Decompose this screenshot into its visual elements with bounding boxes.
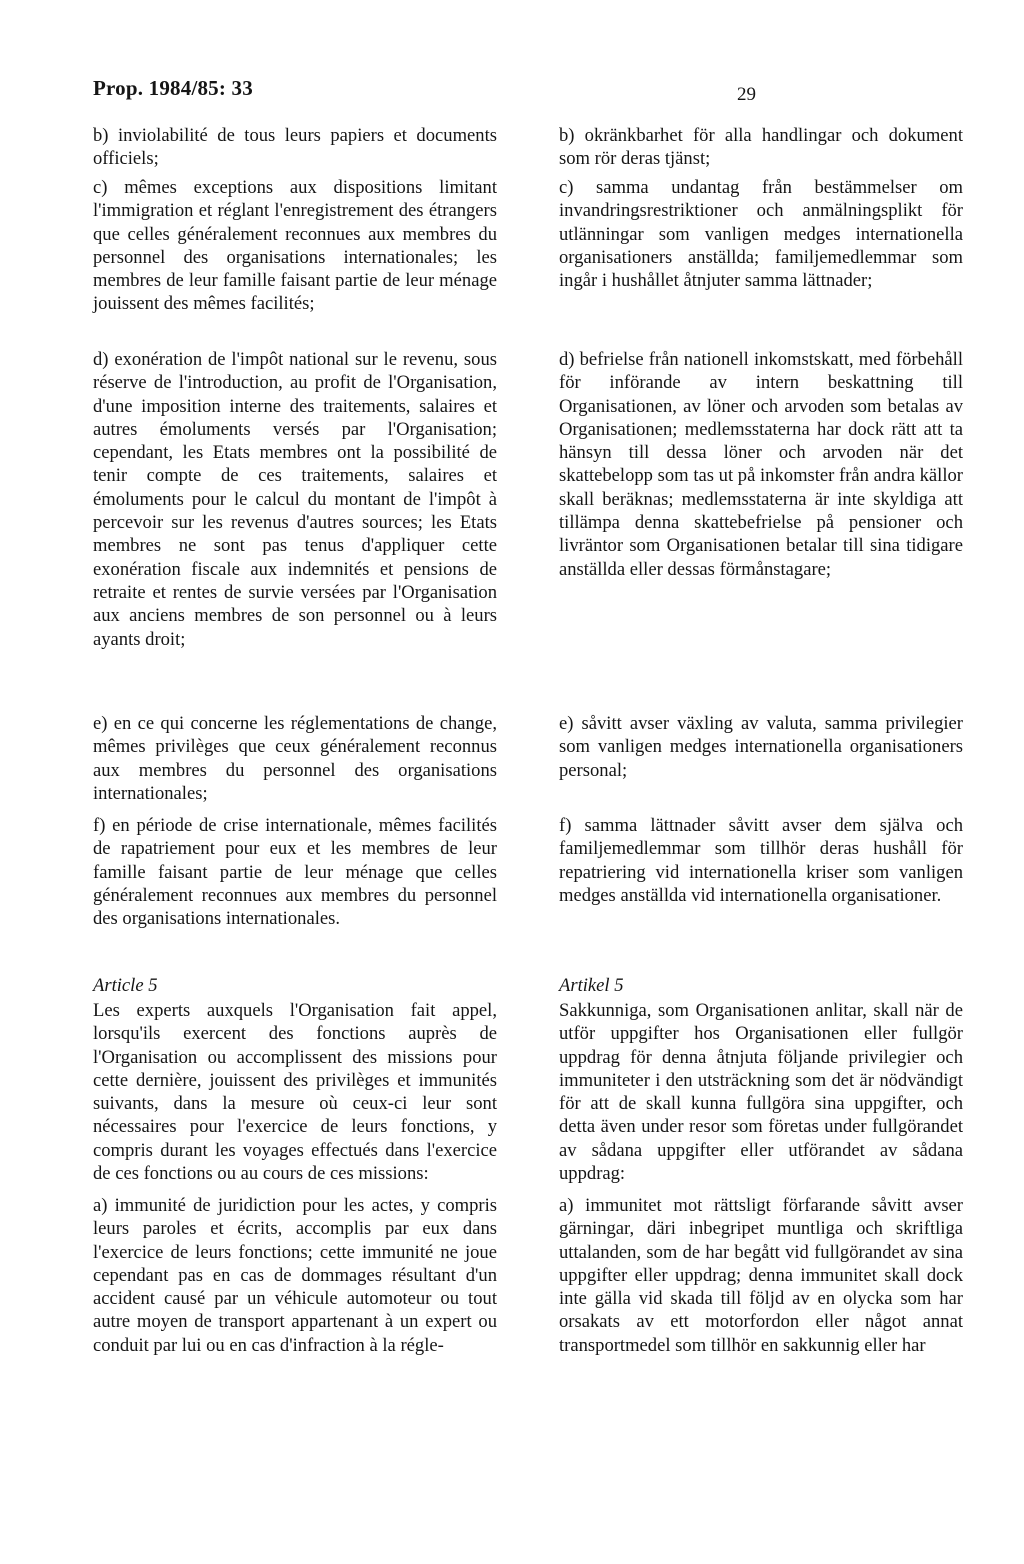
swedish-article-body: Sakkunniga, som Organisationen anlitar, skall när de utför uppgifter hos Organisationen eller fullgör uppdrag för denna åtnjuta följande privilegier och immuniteter i den utsträckning som det är nödvändigt för att de skall kunna fullgöra sina uppgifter, och detta även under resor som företas under fullgörandet av sådana uppgifter eller utförandet av sådana uppdrag:	[559, 1000, 963, 1185]
french-article-heading: Article 5	[93, 975, 158, 996]
french-item-c: c) mêmes exceptions aux dispositions limitant l'immigration et réglant l'enregistrement des étrangers que celles généralement reconnues aux membres du personnel des organisations internationales; les membres de leur famille faisant partie de leur ménage jouissent des mêmes facilités;	[93, 177, 497, 315]
french-item-e: e) en ce qui concerne les réglementations de change, mêmes privilèges que ceux généralement reconnus aux membres du personnel des organisations internationales;	[93, 713, 497, 804]
swedish-article-item-a: a) immunitet mot rättsligt förfarande såvitt avser gärningar, däri inbegripet muntliga och skriftliga uttalanden, som de har begått vid fullgörandet av sina uppgifter eller uppdrag; denna immunitet skall dock inte gälla vid skada till följd av en olycka som har orsakats av ett motorfordon eller något annat transportmedel som tillhör en sakkunnig eller har	[559, 1195, 963, 1356]
swedish-item-e: e) såvitt avser växling av valuta, samma privilegier som vanligen medges internationella organisationers personal;	[559, 713, 963, 781]
french-item-b: b) inviolabilité de tous leurs papiers et documents officiels;	[93, 125, 497, 170]
french-item-f: f) en période de crise internationale, mêmes facilités de rapatriement pour eux et les membres de leur famille faisant partie de leur ménage que celles généralement reconnues aux membres du personnel des organisations internationales.	[93, 815, 497, 930]
swedish-item-d: d) befrielse från nationell inkomstskatt, med förbehåll för införande av intern beskattning till Organisationen, av löner och arvoden som betalas av Organisationen; medlemsstaterna har dock rätt att ta hänsyn till dessa löner och arvoden när det skattebelopp som tas ut på inkomster från andra källor skall beräknas; medlemsstaterna är inte skyldiga att tillämpa denna skattebefrielse på pensioner och livräntor som Organisationen betalar till sina tidigare anställda eller dessas förmånstagare;	[559, 349, 963, 580]
swedish-item-f: f) samma lättnader såvitt avser dem själva och familjemedlemmar som tillhör deras hushåll för repatriering vid internationella kriser som vanligen medges anställda vid internationella organisationer.	[559, 815, 963, 906]
french-item-d: d) exonération de l'impôt national sur le revenu, sous réserve de l'introduction, au profit de l'Organisation, d'une imposition interne des traitements, salaires et autres émoluments versés par l'Organisation; cependant, les Etats membres ont la possibilité de tenir compte de ces traitements, salaires et émoluments pour le calcul du montant de l'impôt à percevoir sur les revenus d'autres sources; les Etats membres ne sont pas tenus d'appliquer cette exonération fiscale aux indemnités et pensions de retraite et rentes de survie versées par l'Organisation aux anciens membres de son personnel ou à leurs ayants droit;	[93, 349, 497, 650]
document-reference: Prop. 1984/85: 33	[93, 76, 253, 100]
page-number: 29	[737, 84, 756, 105]
swedish-item-c: c) samma undantag från bestämmelser om invandringsrestriktioner och anmälningsplikt för utlänningar som vanligen medges internationella organisationers anställda; familjemedlemmar som ingår i hushållet åtnjuter samma lättnader;	[559, 177, 963, 292]
french-article-item-a: a) immunité de juridiction pour les actes, y compris leurs paroles et écrits, accomplis par eux dans l'exercice de leurs fonctions; cette immunité ne joue cependant pas en cas de dommages résultant d'un accident causé par un véhicule automoteur ou tout autre moyen de transport appartenant à un expert ou conduit par lui ou en cas d'infraction à la régle-	[93, 1195, 497, 1356]
swedish-item-b: b) okränkbarhet för alla handlingar och dokument som rör deras tjänst;	[559, 125, 963, 170]
swedish-article-heading: Artikel 5	[559, 975, 624, 996]
french-article-body: Les experts auxquels l'Organisation fait appel, lorsqu'ils exercent des fonctions auprès de l'Organisation ou accomplissent des missions pour cette dernière, jouissent des privilèges et immunités suivants, dans la mesure où ceux-ci leur sont nécessaires pour l'exercice de leurs fonctions, y compris durant les voyages effectués dans l'exercice de ces fonctions ou au cours de ces missions:	[93, 1000, 497, 1185]
